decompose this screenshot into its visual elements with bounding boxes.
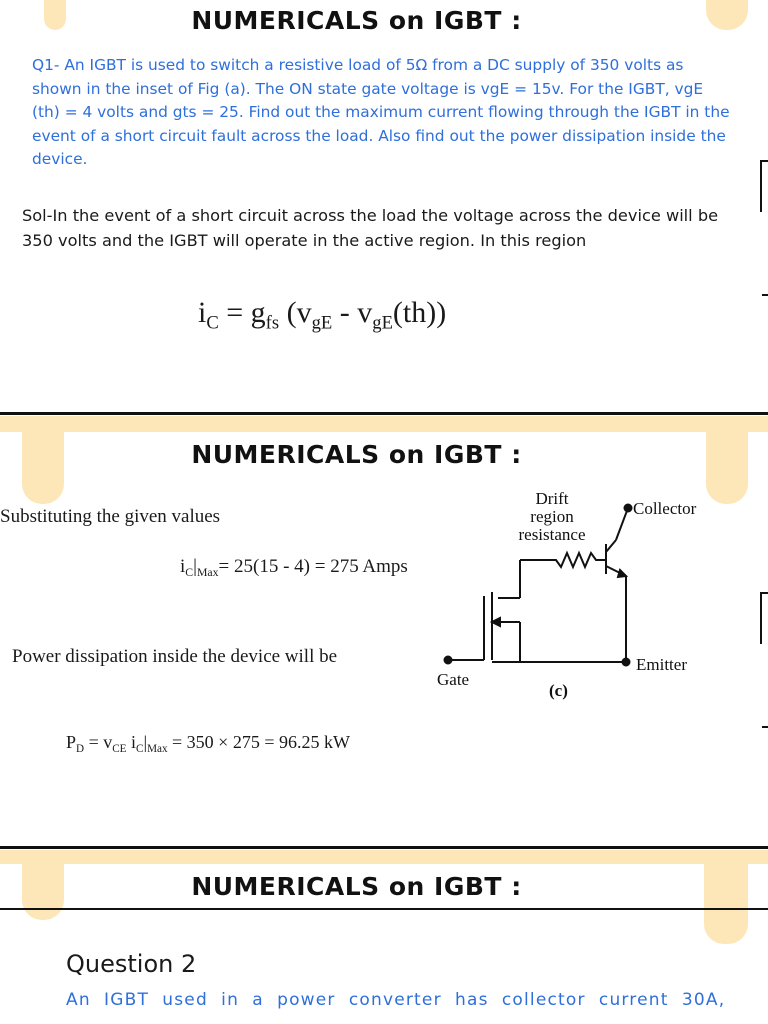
pd-equation: $P_D = v_{CE}$ $i_C|_{Max} = 350 \times 275 = 96.25$ kW	[66, 732, 350, 755]
edge-fragment	[760, 592, 762, 644]
figure-caption: (c)	[549, 681, 568, 700]
slide-divider	[0, 412, 768, 415]
formula-ic: $i_C = g_{fs}$ $(v_{gE} - v_{gE}(th))$	[198, 296, 447, 334]
decor-tab	[0, 416, 768, 432]
substituting-text: Substituting the given values	[0, 506, 221, 527]
drift-resistor	[520, 553, 606, 567]
question-1-text: Q1- An IGBT is used to switch a resistive load of 5Ω from a DC supply of 350 volts as shown in the inset of Fig (a). The ON state gate voltage is vgE = 15v. For the IGBT, vgE (th) = 4 volts and gts = 25. Find out the maximum current flowing through the IGBT in the event of a short circuit fault across the load. Also find out the power dissipation inside the device.	[32, 56, 730, 168]
edge-fragment	[760, 160, 762, 212]
decor-tab	[0, 850, 768, 864]
question-2-heading: Question 2	[66, 950, 197, 978]
collector-label: Collector	[633, 499, 697, 518]
resistance-label: resistance	[518, 525, 586, 544]
gate-label: Gate	[437, 670, 470, 689]
emitter-terminal	[623, 659, 630, 666]
slide-divider	[0, 846, 768, 849]
collector-terminal	[625, 505, 632, 512]
edge-fragment	[762, 726, 768, 728]
question-2-text: An IGBT used in a power converter has collector current 30A,	[66, 990, 726, 1010]
ic-max-equation: $i_C|_{Max}= 25(15 - 4) = 275$ Amps	[180, 556, 408, 580]
edge-fragment	[762, 294, 768, 296]
slide3-title: NUMERICALS on IGBT :	[191, 872, 522, 901]
gate-terminal	[445, 657, 452, 664]
solution-text: Sol-In the event of a short circuit across the load the voltage across the device will be 350 volts and the IGBT will operate in the active region. In this region	[22, 206, 719, 250]
slide1-title: NUMERICALS on IGBT :	[191, 6, 522, 35]
emitter-label: Emitter	[636, 655, 687, 674]
power-dissipation-text: Power dissipation inside the device will be	[12, 646, 338, 667]
drift-label: Drift	[535, 489, 569, 508]
region-label: region	[530, 507, 574, 526]
slide2-title: NUMERICALS on IGBT :	[191, 440, 522, 469]
slide-divider	[0, 908, 768, 910]
